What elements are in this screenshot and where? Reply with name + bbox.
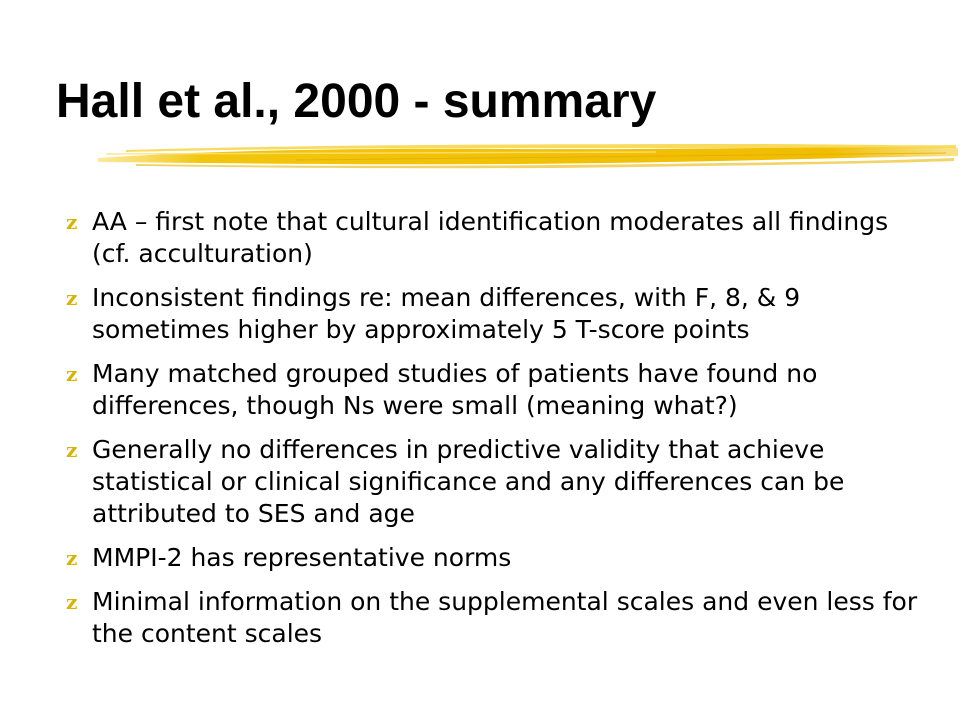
bullet-item: [66, 434, 926, 530]
bullet-list: [66, 206, 926, 662]
bullet-marker-icon: z: [66, 362, 78, 386]
bullet-marker-icon: z: [66, 438, 78, 462]
bullet-text: MMPI-2 has representative norms: [92, 543, 512, 572]
bullet-marker-icon: z: [66, 210, 78, 234]
bullet-item: [66, 542, 926, 574]
bullet-text: Many matched grouped studies of patients have found no differences, though Ns were small (meaning what?): [92, 359, 818, 420]
bullet-marker-icon: z: [66, 286, 78, 310]
bullet-item: [66, 282, 926, 346]
bullet-marker-icon: z: [66, 590, 78, 614]
bullet-text: Inconsistent findings re: mean differences, with F, 8, & 9 sometimes higher by approximately 5 T-score points: [92, 283, 801, 344]
bullet-text: AA – first note that cultural identification moderates all findings (cf. acculturation): [92, 207, 889, 268]
bullet-text: Minimal information on the supplemental scales and even less for the content scales: [92, 587, 918, 648]
title-brush-underline: [96, 136, 960, 176]
slide-title: Hall et al., 2000 - summary: [56, 75, 657, 128]
bullet-text: Generally no differences in predictive validity that achieve statistical or clinical significance and any differences can be attributed to SES and age: [92, 435, 845, 528]
bullet-item: [66, 586, 926, 650]
bullet-item: [66, 206, 926, 270]
bullet-item: [66, 358, 926, 422]
bullet-marker-icon: z: [66, 546, 78, 570]
